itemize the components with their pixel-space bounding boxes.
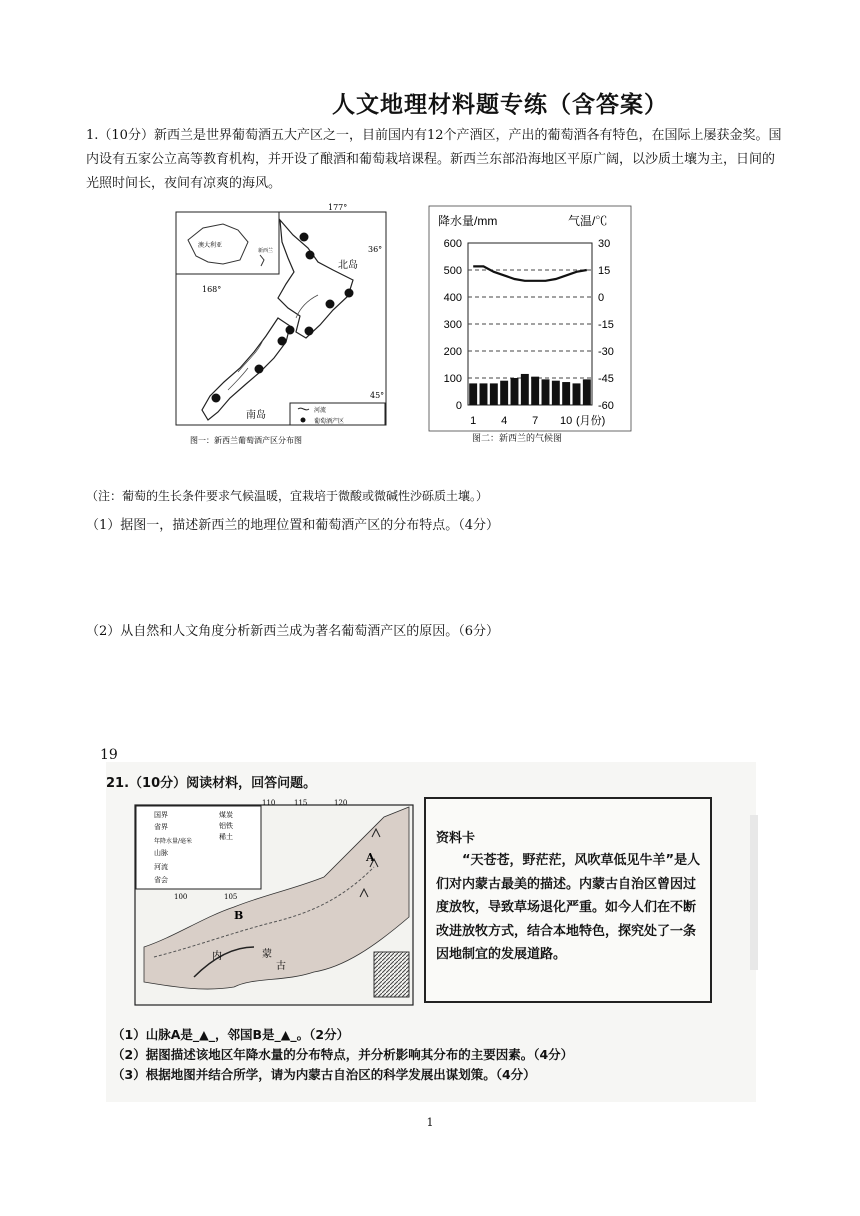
x-unit-label: (月份) bbox=[576, 415, 606, 427]
figure-2-caption: 图二：新西兰的气候图 bbox=[472, 434, 563, 444]
y2-tick-label: -30 bbox=[598, 346, 614, 358]
question-1-part-2: （2）从自然和人文角度分析新西兰成为著名葡萄酒产区的原因。（6分） bbox=[86, 624, 500, 639]
map-label-b: B bbox=[234, 909, 244, 922]
precip-bar bbox=[511, 378, 519, 405]
precip-bar bbox=[480, 383, 488, 405]
precip-bar bbox=[490, 383, 498, 405]
x-tick-label: 7 bbox=[532, 415, 539, 427]
precip-axis-title: 降水量/mm bbox=[438, 214, 498, 228]
precip-bar bbox=[500, 381, 508, 405]
legend-capital: 省会 bbox=[154, 876, 168, 884]
x-tick-label: 4 bbox=[501, 415, 508, 427]
y2-tick-label: -15 bbox=[598, 319, 614, 331]
wine-region-marker bbox=[286, 326, 295, 335]
precip-bar bbox=[531, 377, 539, 405]
lat-45: 45° bbox=[370, 391, 385, 400]
lon-105: 105 bbox=[224, 893, 238, 901]
legend-aluminum: 铝铁 bbox=[219, 822, 233, 830]
y2-tick-label: 15 bbox=[598, 265, 611, 277]
nz-map bbox=[168, 200, 393, 450]
question-21-part-1: （1）山脉A是_▲_，邻国B是_▲_。（2分） bbox=[112, 1027, 350, 1042]
precip-bar bbox=[542, 379, 550, 405]
y2-tick-label: -45 bbox=[598, 373, 614, 385]
temperature-line bbox=[473, 266, 587, 280]
y-tick-label: 0 bbox=[455, 400, 462, 412]
inner-mongolia-map-svg bbox=[134, 797, 416, 1007]
question-number-19: 19 bbox=[100, 747, 118, 763]
map-label-meng: 蒙 bbox=[262, 949, 272, 960]
wine-region-marker bbox=[345, 289, 354, 298]
legend-precip: 年降水量/毫米 bbox=[154, 838, 193, 845]
north-island-label: 北岛 bbox=[338, 260, 358, 271]
y2-tick-label: -60 bbox=[598, 400, 614, 412]
y-tick-label: 100 bbox=[443, 373, 462, 385]
lat-36: 36° bbox=[368, 245, 383, 254]
wine-region-marker bbox=[255, 365, 264, 374]
inner-mongolia-map bbox=[134, 797, 416, 1007]
precip-bar bbox=[469, 383, 477, 405]
info-card-text: “天苍苍，野茫茫，风吹草低见牛羊”是人们对内蒙古最美的描述。内蒙古自治区曾因过度放牧，导致草场退化严重。如今人们在不断改进放牧方式，结合本地特色，探究处了一条因地制宜的发展道路。 bbox=[436, 853, 701, 962]
inset-label2: 新西兰 bbox=[258, 248, 274, 254]
map-label-nei: 内 bbox=[212, 951, 222, 962]
y-tick-label: 500 bbox=[443, 265, 462, 277]
figure-2-climate-chart bbox=[428, 205, 632, 445]
precip-bar bbox=[562, 382, 570, 405]
info-card bbox=[424, 797, 712, 1003]
legend-mountain: 山脉 bbox=[154, 849, 168, 857]
y-tick-label: 200 bbox=[443, 346, 462, 358]
climate-chart-svg bbox=[428, 205, 632, 445]
legend-province-border: 省界 bbox=[154, 823, 168, 831]
scan-edge bbox=[750, 815, 758, 970]
lon-115: 115 bbox=[294, 799, 308, 807]
wine-region-marker bbox=[306, 251, 315, 260]
x-tick-label: 10 bbox=[560, 415, 573, 427]
map-label-gu: 古 bbox=[276, 961, 286, 972]
question-1-intro: 1.（10分）新西兰是世界葡萄酒五大产区之一，目前国内有12个产酒区，产出的葡萄酒各有特色，在国际上屡获金奖。国内设有五家公立高等教育机构，并开设了酿酒和葡萄栽培课程。新西兰东部沿海地区平原广阔，以沙质土壤为主，日间的光照时间长，夜间有凉爽的海风。 bbox=[86, 128, 782, 191]
map-label-a: A bbox=[366, 851, 375, 864]
question-1-part-1: （1）据图一，描述新西兰的地理位置和葡萄酒产区的分布特点。（4分） bbox=[86, 518, 500, 533]
lon-177: 177° bbox=[328, 203, 348, 212]
south-island-label: 南岛 bbox=[246, 410, 266, 421]
page-number: 1 bbox=[426, 1116, 434, 1129]
legend-border: 国界 bbox=[154, 811, 168, 819]
legend-river: 河流 bbox=[314, 407, 327, 414]
question-21-heading: 21.（10分）阅读材料，回答问题。 bbox=[106, 776, 317, 791]
note-text: （注：葡萄的生长条件要求气候温暖，宜栽培于微酸或微碱性沙砾质土壤。） bbox=[86, 489, 489, 503]
temp-axis-title: 气温/℃ bbox=[568, 214, 608, 228]
question-21-part-2: （2）据图描述该地区年降水量的分布特点，并分析影响其分布的主要因素。（4分） bbox=[112, 1047, 574, 1062]
y2-tick-label: 0 bbox=[598, 292, 605, 304]
inset-label: 澳大利亚 bbox=[198, 242, 223, 249]
lon-168: 168° bbox=[202, 285, 222, 294]
figure-1-map bbox=[168, 200, 393, 450]
legend-coal: 煤炭 bbox=[219, 811, 233, 819]
wine-region-marker bbox=[278, 337, 287, 346]
precip-bar bbox=[583, 379, 591, 405]
lon-120: 120 bbox=[334, 799, 348, 807]
y-tick-label: 400 bbox=[443, 292, 462, 304]
y-tick-label: 300 bbox=[443, 319, 462, 331]
legend-wine: 葡萄酒产区 bbox=[314, 418, 345, 425]
legend-rare-earth: 稀土 bbox=[219, 833, 233, 841]
info-card-title: 资料卡 bbox=[436, 831, 476, 846]
lon-100: 100 bbox=[174, 893, 188, 901]
wine-region-marker bbox=[305, 327, 314, 336]
precip-bar bbox=[521, 374, 529, 405]
y2-tick-label: 30 bbox=[598, 238, 611, 250]
x-tick-label: 1 bbox=[470, 415, 477, 427]
wine-region-marker bbox=[212, 394, 221, 403]
lon-110: 110 bbox=[262, 799, 276, 807]
wine-region-marker bbox=[300, 233, 309, 242]
y-tick-label: 600 bbox=[443, 238, 462, 250]
wine-region-marker bbox=[326, 300, 335, 309]
precip-bar bbox=[552, 381, 560, 405]
question-21-part-3: （3）根据地图并结合所学，请为内蒙古自治区的科学发展出谋划策。（4分） bbox=[112, 1067, 536, 1082]
page-title: 人文地理材料题专练（含答案） bbox=[332, 92, 668, 118]
precip-bar bbox=[573, 383, 581, 405]
legend-river: 河流 bbox=[154, 863, 168, 871]
figure-1-caption: 图一：新西兰葡萄酒产区分布图 bbox=[190, 436, 302, 445]
